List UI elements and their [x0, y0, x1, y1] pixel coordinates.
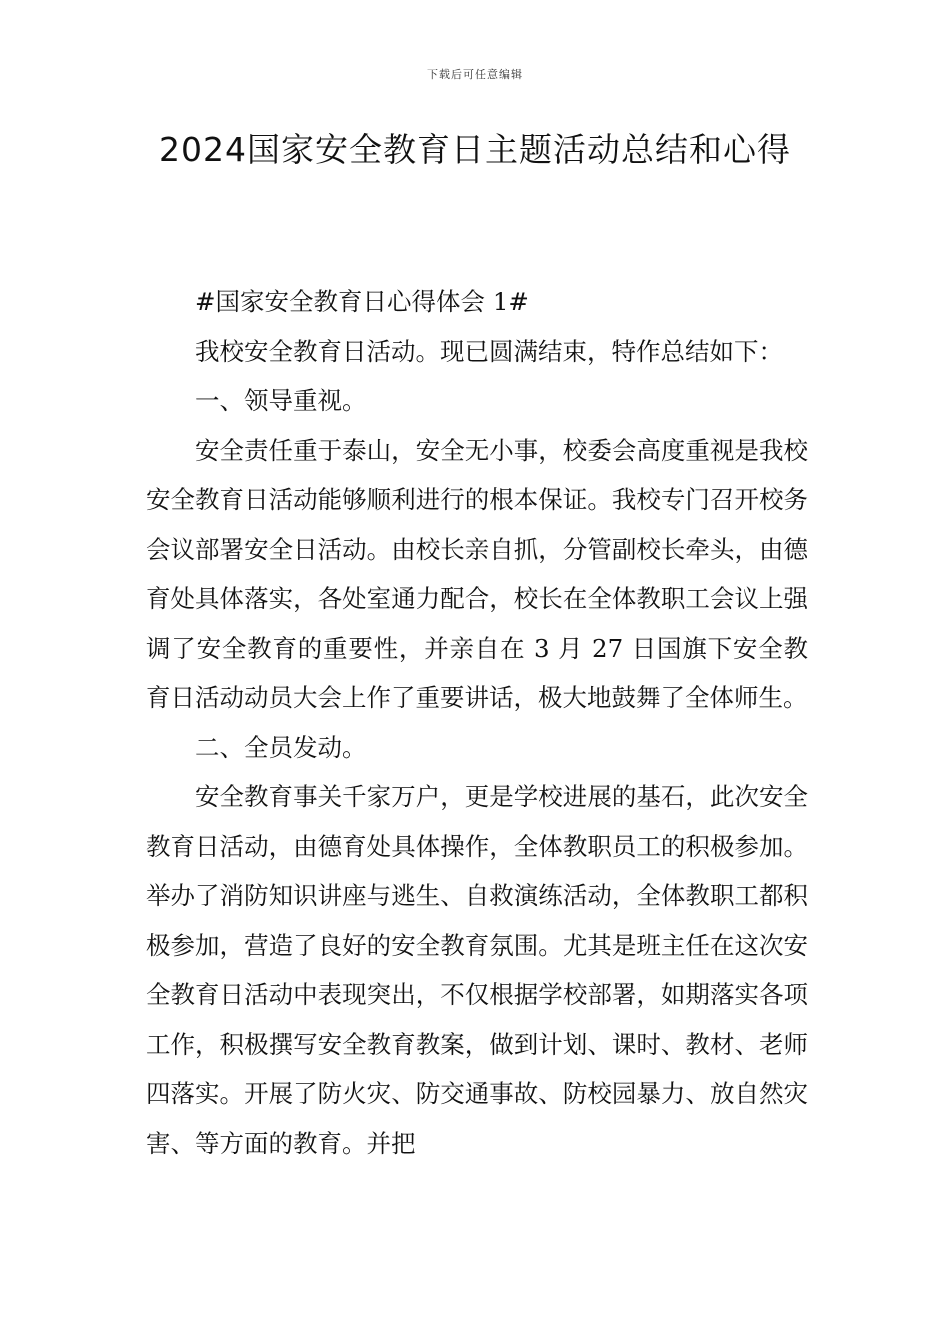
paragraph-mobilization: 安全教育事关千家万户，更是学校进展的基石，此次安全教育日活动，由德育处具体操作，全体教职员工的积极参加。举办了消防知识讲座与逃生、自救演练活动，全体教职工都积极参加，营造了良好的安全教育氛围。尤其是班主任在这次安全教育日活动中表现突出，不仅根据学校部署，如期落实各项工作，积极撰写安全教育教案，做到计划、课时、教材、老师四落实。开展了防火灾、防交通事故、防校园暴力、放自然灾害、等方面的教育。并把: [146, 782, 808, 1158]
section-tag: #国家安全教育日心得体会 1#: [195, 287, 529, 316]
document-title: 2024国家安全教育日主题活动总结和心得: [159, 130, 791, 169]
document-body: [146, 277, 808, 1168]
heading-leadership: 一、领导重视。: [195, 386, 367, 415]
intro-paragraph: 我校安全教育日活动。现已圆满结束，特作总结如下：: [195, 336, 783, 366]
header-note: 下载后可任意编辑: [427, 68, 523, 81]
paragraph-leadership: 安全责任重于泰山，安全无小事，校委会高度重视是我校安全教育日活动能够顺利进行的根本保证。我校专门召开校务会议部署安全日活动。由校长亲自抓，分管副校长牵头，由德育处具体落实，各处室通力配合，校长在全体教职工会议上强调了安全教育的重要性，并亲自在 3 月 27 日国旗下安全教育日活动动员大会上作了重要讲话，极大地鼓舞了全体师生。: [146, 435, 808, 712]
heading-mobilization: 二、全员发动。: [195, 732, 367, 762]
